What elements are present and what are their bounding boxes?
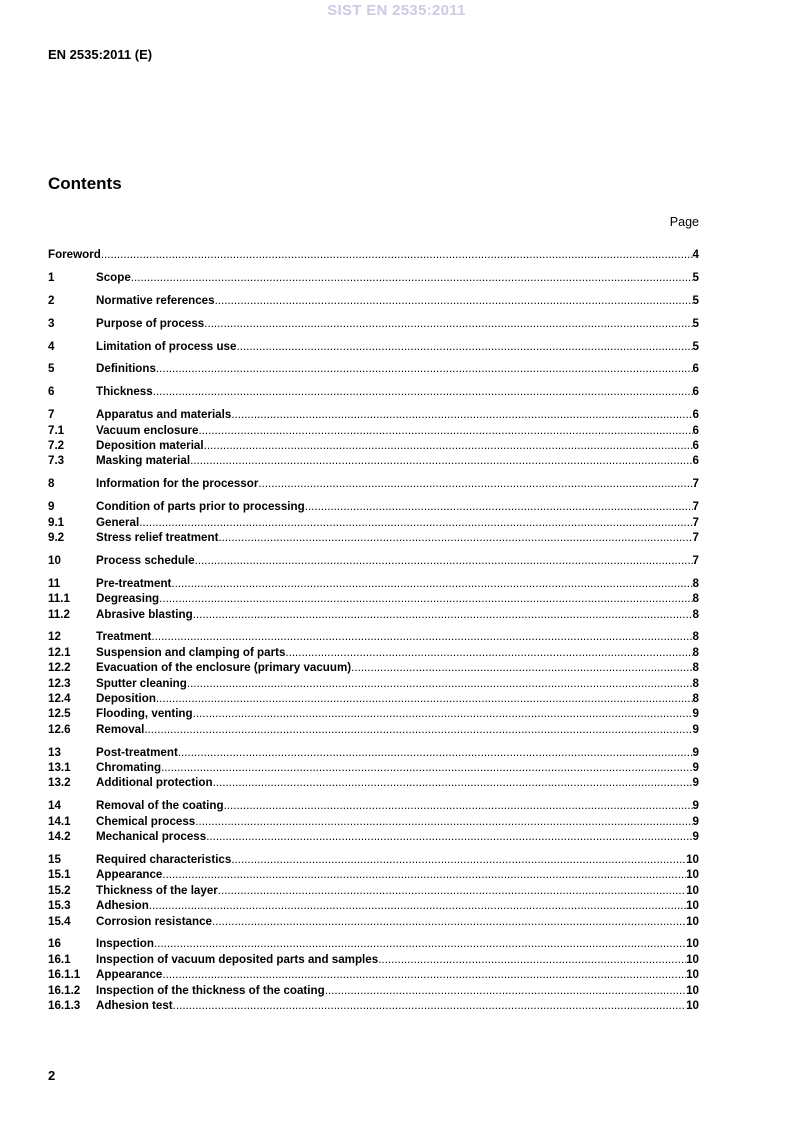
toc-entry[interactable] <box>48 676 699 691</box>
toc-entry[interactable] <box>48 293 699 308</box>
toc-group <box>48 316 699 331</box>
toc-entry-number: 15.2 <box>48 883 71 897</box>
toc-dot-leader <box>325 983 686 998</box>
toc-entry[interactable] <box>48 438 699 453</box>
toc-entry[interactable] <box>48 660 699 675</box>
page-column-header: Page <box>669 215 699 229</box>
toc-dot-leader <box>173 998 686 1013</box>
toc-entry-page: 6 <box>692 385 699 399</box>
toc-entry-title: Inspection <box>96 937 154 951</box>
toc-dot-leader <box>151 629 692 644</box>
toc-entry[interactable] <box>48 530 699 545</box>
toc-entry-number: 7 <box>48 408 55 422</box>
toc-entry-number: 9 <box>48 500 55 514</box>
toc-entry-title: Information for the processor <box>96 477 259 491</box>
toc-entry[interactable] <box>48 883 699 898</box>
watermark: SIST EN 2535:2011 <box>327 2 466 19</box>
toc-entry[interactable] <box>48 867 699 882</box>
toc-entry[interactable] <box>48 775 699 790</box>
toc-entry-page: 10 <box>686 937 699 951</box>
toc-entry[interactable] <box>48 361 699 376</box>
toc-entry[interactable] <box>48 576 699 591</box>
toc-entry-page: 10 <box>686 868 699 882</box>
toc-entry-number: 15.3 <box>48 899 71 913</box>
toc-entry-page: 9 <box>692 707 699 721</box>
toc-entry-title: Limitation of process use <box>96 339 237 353</box>
toc-entry-page: 9 <box>692 776 699 790</box>
toc-entry[interactable] <box>48 745 699 760</box>
toc-entry-title: Deposition material <box>96 439 204 453</box>
toc-entry-title: Apparatus and materials <box>96 408 232 422</box>
toc-dot-leader <box>171 576 692 591</box>
toc-entry-title: Adhesion test <box>96 999 173 1013</box>
toc-entry-page: 8 <box>692 592 699 606</box>
toc-entry-page: 5 <box>692 316 699 330</box>
toc-entry-page: 8 <box>692 607 699 621</box>
toc-group <box>48 247 699 262</box>
toc-entry-page: 9 <box>692 745 699 759</box>
toc-dot-leader <box>378 952 686 967</box>
toc-entry[interactable] <box>48 645 699 660</box>
toc-entry-page: 7 <box>692 515 699 529</box>
toc-dot-leader <box>215 293 693 308</box>
toc-entry-page: 7 <box>692 477 699 491</box>
toc-dot-leader <box>162 867 686 882</box>
toc-dot-leader <box>231 407 692 422</box>
toc-entry[interactable] <box>48 499 699 514</box>
toc-entry-number: 12.6 <box>48 722 71 736</box>
toc-dot-leader <box>156 361 693 376</box>
toc-dot-leader <box>206 829 692 844</box>
toc-entry-title: Purpose of process <box>96 316 205 330</box>
toc-group <box>48 798 699 844</box>
toc-group <box>48 499 699 545</box>
toc-entry[interactable] <box>48 691 699 706</box>
table-of-contents <box>48 247 699 1021</box>
toc-entry-page: 10 <box>686 983 699 997</box>
toc-entry-title: Foreword <box>48 248 101 261</box>
toc-dot-leader <box>190 453 692 468</box>
toc-group <box>48 476 699 491</box>
toc-entry-page: 10 <box>686 914 699 928</box>
toc-entry-page: 5 <box>692 293 699 307</box>
toc-entry-page: 8 <box>692 630 699 644</box>
toc-entry[interactable] <box>48 476 699 491</box>
toc-dot-leader <box>161 760 692 775</box>
toc-entry-title: Inspection of vacuum deposited parts and samples <box>96 952 379 966</box>
toc-entry-title: Inspection of the thickness of the coating <box>96 983 325 997</box>
toc-entry-page: 4 <box>692 248 699 261</box>
toc-entry-number: 9.2 <box>48 530 65 544</box>
toc-entry-page: 10 <box>686 952 699 966</box>
toc-group <box>48 339 699 354</box>
toc-entry[interactable] <box>48 952 699 967</box>
toc-entry-title: Post-treatment <box>96 745 178 759</box>
toc-entry-title: Flooding, venting <box>96 707 193 721</box>
toc-entry-number: 1 <box>48 270 55 284</box>
toc-entry-title: Thickness <box>96 385 153 399</box>
toc-dot-leader <box>224 798 693 813</box>
toc-dot-leader <box>162 967 686 982</box>
toc-entry-number: 16.1 <box>48 952 71 966</box>
toc-dot-leader <box>131 270 693 285</box>
toc-entry-title: Required characteristics <box>96 853 232 866</box>
toc-entry-number: 15 <box>48 853 61 866</box>
toc-entry-title: Scope <box>96 270 131 284</box>
toc-entry[interactable] <box>48 798 699 813</box>
toc-entry-page: 8 <box>692 645 699 659</box>
toc-entry-page: 10 <box>686 968 699 982</box>
toc-dot-leader <box>187 676 693 691</box>
toc-entry-page: 8 <box>692 661 699 675</box>
toc-entry[interactable] <box>48 829 699 844</box>
toc-entry-title: Chromating <box>96 761 162 775</box>
toc-group <box>48 629 699 737</box>
toc-dot-leader <box>195 553 693 568</box>
toc-entry-number: 12.3 <box>48 676 71 690</box>
toc-entry-title: Adhesion <box>96 899 149 913</box>
toc-entry-title: Stress relief treatment <box>96 530 219 544</box>
toc-entry-title: Additional protection <box>96 776 213 790</box>
toc-entry[interactable] <box>48 722 699 737</box>
toc-dot-leader <box>218 883 686 898</box>
toc-group <box>48 270 699 285</box>
toc-entry-title: Appearance <box>96 868 163 882</box>
toc-dot-leader <box>236 339 692 354</box>
toc-entry-title: Corrosion resistance <box>96 914 212 928</box>
toc-dot-leader <box>144 722 692 737</box>
toc-entry-number: 16 <box>48 937 61 951</box>
toc-entry-number: 11.1 <box>48 592 70 606</box>
toc-entry-title: Condition of parts prior to processing <box>96 500 305 514</box>
toc-entry-number: 7.3 <box>48 454 65 468</box>
toc-entry[interactable] <box>48 339 699 354</box>
toc-entry-number: 12.5 <box>48 707 71 721</box>
toc-entry-page: 7 <box>692 553 699 567</box>
toc-entry-number: 7.1 <box>48 423 65 437</box>
toc-dot-leader <box>159 591 692 606</box>
toc-entry-number: 15.1 <box>48 868 71 882</box>
toc-entry-title: Abrasive blasting <box>96 607 193 621</box>
toc-entry-title: Deposition <box>96 691 156 705</box>
toc-dot-leader <box>156 691 693 706</box>
toc-entry-number: 16.1.3 <box>48 999 81 1013</box>
toc-entry-title: Chemical process <box>96 814 196 828</box>
toc-dot-leader <box>193 607 693 622</box>
toc-group <box>48 852 699 929</box>
toc-entry-number: 15.4 <box>48 914 71 928</box>
toc-entry-title: Definitions <box>96 362 156 376</box>
toc-entry-title: Removal of the coating <box>96 799 224 813</box>
toc-entry[interactable] <box>48 814 699 829</box>
toc-entry[interactable] <box>48 591 699 606</box>
toc-entry-page: 8 <box>692 676 699 690</box>
toc-entry-number: 7.2 <box>48 439 65 453</box>
toc-dot-leader <box>218 530 692 545</box>
toc-entry-page: 8 <box>692 691 699 705</box>
toc-entry[interactable] <box>48 607 699 622</box>
toc-entry-number: 11.2 <box>48 607 70 621</box>
toc-entry-number: 12.4 <box>48 691 71 705</box>
toc-entry-title: Pre-treatment <box>96 576 172 590</box>
toc-entry[interactable] <box>48 423 699 438</box>
toc-dot-leader <box>231 852 686 867</box>
toc-entry-number: 9.1 <box>48 515 65 529</box>
toc-entry-number: 8 <box>48 477 55 491</box>
toc-entry-page: 10 <box>686 899 699 913</box>
toc-entry-page: 10 <box>686 883 699 897</box>
toc-entry-page: 6 <box>692 454 699 468</box>
toc-entry[interactable] <box>48 898 699 913</box>
toc-entry-title: Process schedule <box>96 553 195 567</box>
page-title: Contents <box>48 174 122 193</box>
toc-entry[interactable] <box>48 553 699 568</box>
toc-entry-title: Degreasing <box>96 592 160 606</box>
toc-entry-title: Vacuum enclosure <box>96 423 199 437</box>
toc-entry-page: 5 <box>692 339 699 353</box>
toc-entry-page: 6 <box>692 362 699 376</box>
toc-entry-page: 9 <box>692 830 699 844</box>
toc-dot-leader <box>139 515 692 530</box>
toc-entry-number: 2 <box>48 293 55 307</box>
toc-entry-number: 6 <box>48 385 55 399</box>
toc-entry[interactable] <box>48 983 699 998</box>
toc-entry[interactable] <box>48 453 699 468</box>
toc-group <box>48 745 699 791</box>
toc-entry-number: 3 <box>48 316 55 330</box>
toc-entry-number: 10 <box>48 553 61 567</box>
toc-dot-leader <box>258 476 692 491</box>
toc-entry-page: 10 <box>686 999 699 1013</box>
toc-entry[interactable] <box>48 967 699 982</box>
toc-entry-number: 11 <box>48 576 61 590</box>
toc-group <box>48 553 699 568</box>
toc-entry-number: 14 <box>48 799 61 813</box>
toc-group <box>48 361 699 376</box>
toc-entry-title: Mechanical process <box>96 830 207 844</box>
toc-entry[interactable] <box>48 407 699 422</box>
toc-entry-number: 13 <box>48 745 61 759</box>
toc-dot-leader <box>213 775 693 790</box>
toc-entry[interactable] <box>48 384 699 399</box>
toc-entry-number: 12 <box>48 630 61 644</box>
toc-dot-leader <box>212 914 686 929</box>
toc-entry[interactable] <box>48 914 699 929</box>
toc-entry-title: Suspension and clamping of parts <box>96 645 286 659</box>
toc-dot-leader <box>204 438 693 453</box>
toc-entry-page: 10 <box>686 853 699 866</box>
toc-entry-number: 4 <box>48 339 55 353</box>
toc-dot-leader <box>204 316 692 331</box>
toc-dot-leader <box>195 814 692 829</box>
document-id: EN 2535:2011 (E) <box>48 47 153 62</box>
toc-entry-page: 9 <box>692 722 699 736</box>
toc-dot-leader <box>198 423 692 438</box>
toc-group <box>48 407 699 469</box>
toc-entry-number: 12.2 <box>48 661 71 675</box>
toc-entry-number: 14.2 <box>48 830 71 844</box>
toc-dot-leader <box>193 706 693 721</box>
toc-entry[interactable] <box>48 247 699 262</box>
toc-entry-page: 7 <box>692 500 699 514</box>
toc-entry-title: Sputter cleaning <box>96 676 187 690</box>
toc-dot-leader <box>149 898 686 913</box>
toc-entry-number: 13.2 <box>48 776 71 790</box>
toc-entry-number: 13.1 <box>48 761 71 775</box>
toc-entry-title: Evacuation of the enclosure (primary vacuum) <box>96 661 352 675</box>
toc-entry-title: Appearance <box>96 968 163 982</box>
toc-entry-page: 5 <box>692 270 699 284</box>
toc-entry-page: 6 <box>692 423 699 437</box>
toc-group <box>48 293 699 308</box>
toc-entry[interactable] <box>48 936 699 951</box>
toc-entry-number: 16.1.1 <box>48 968 81 982</box>
page-number: 2 <box>48 1068 56 1083</box>
toc-entry-number: 14.1 <box>48 814 71 828</box>
toc-dot-leader <box>153 384 693 399</box>
toc-entry[interactable] <box>48 270 699 285</box>
toc-dot-leader <box>351 660 692 675</box>
toc-entry[interactable] <box>48 515 699 530</box>
toc-entry-title: Removal <box>96 722 145 736</box>
toc-entry[interactable] <box>48 852 699 867</box>
toc-dot-leader <box>305 499 693 514</box>
toc-entry-page: 9 <box>692 761 699 775</box>
toc-dot-leader <box>178 745 693 760</box>
toc-entry-page: 6 <box>692 408 699 422</box>
toc-entry-title: Thickness of the layer <box>96 883 218 897</box>
toc-group <box>48 936 699 1013</box>
toc-dot-leader <box>154 936 686 951</box>
toc-entry-page: 9 <box>692 814 699 828</box>
toc-entry-page: 7 <box>692 530 699 544</box>
toc-entry-title: Masking material <box>96 454 191 468</box>
toc-entry[interactable] <box>48 629 699 644</box>
toc-entry-title: Normative references <box>96 293 215 307</box>
toc-entry-number: 5 <box>48 362 55 376</box>
toc-entry-number: 12.1 <box>48 645 71 659</box>
toc-entry-page: 9 <box>692 799 699 813</box>
toc-entry-title: General <box>96 515 140 529</box>
toc-entry-title: Treatment <box>96 630 152 644</box>
toc-entry[interactable] <box>48 998 699 1013</box>
toc-dot-leader <box>285 645 692 660</box>
toc-entry-number: 16.1.2 <box>48 983 81 997</box>
toc-entry[interactable] <box>48 760 699 775</box>
toc-group <box>48 576 699 622</box>
toc-entry-page: 8 <box>692 576 699 590</box>
toc-dot-leader <box>101 247 693 262</box>
toc-entry[interactable] <box>48 706 699 721</box>
toc-entry[interactable] <box>48 316 699 331</box>
toc-group <box>48 384 699 399</box>
toc-entry-page: 6 <box>692 439 699 453</box>
